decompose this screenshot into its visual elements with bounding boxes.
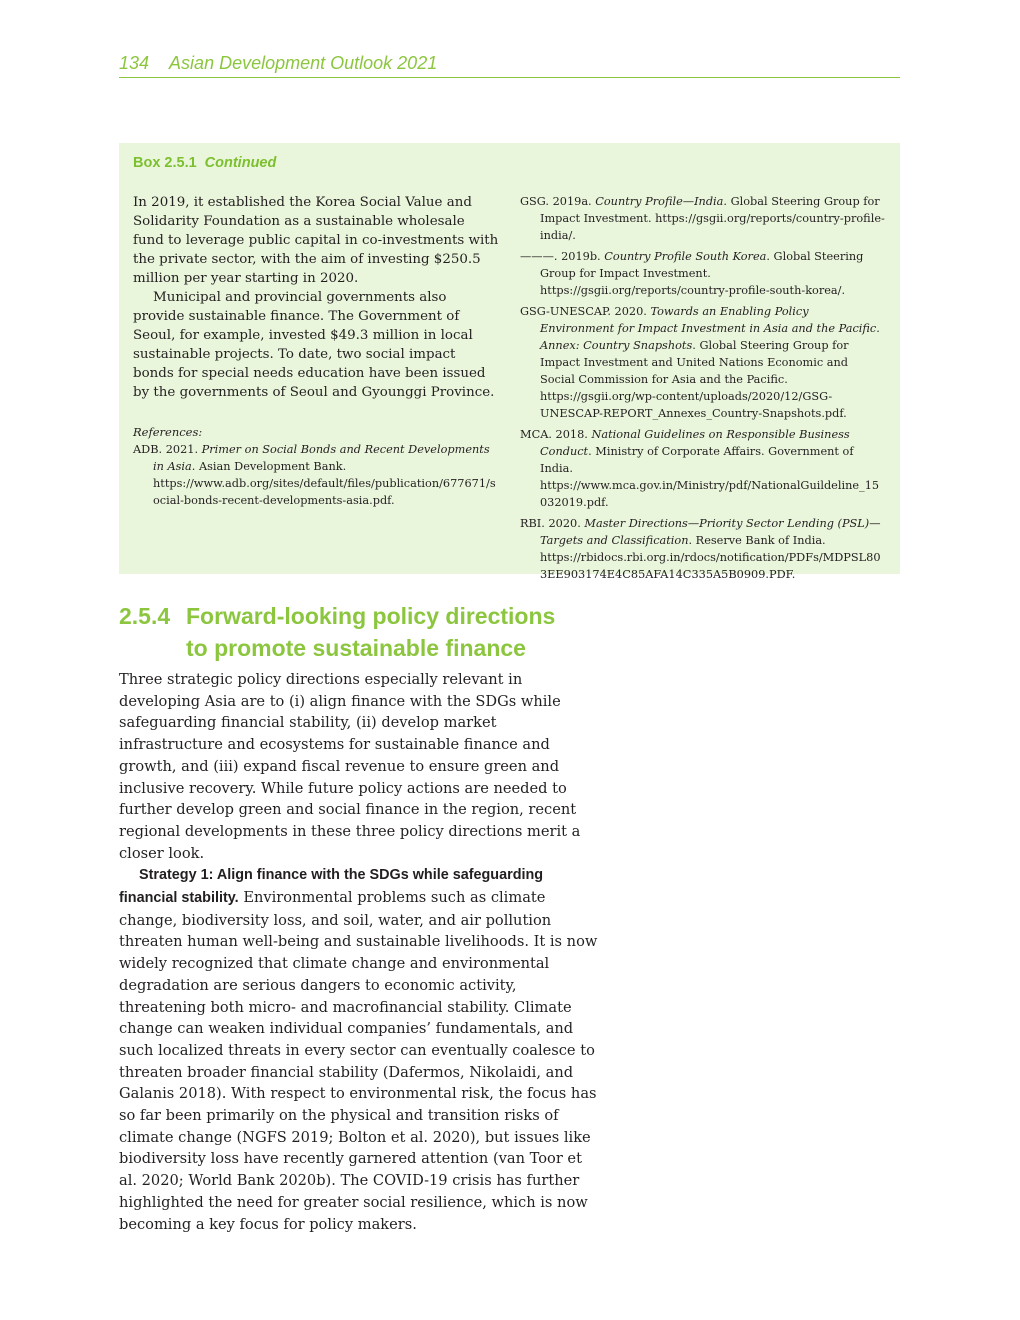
box-right-column (520, 193, 886, 587)
body-paragraph: Three strategic policy directions especially relevant in developing Asia are to (i) align finance with the SDGs while safeguarding financial stability, (ii) develop market infrastructure and ecosystems for sustainable finance and growth, and (iii) expand fiscal revenue to ensure green and inclusive recovery. While future policy actions are needed to further develop green and social finance in the region, recent regional developments in these three policy directions merit a closer look. (119, 671, 581, 862)
references-label: References: (133, 425, 203, 439)
reference-item: RBI. 2020. Master Directions—Priority Sector Lending (PSL)—Targets and Classification. Reserve Bank of India. https://rbidocs.rbi.org.in/rdocs/notification/PDFs/MDPSL803EE903174E4C85AFA14C335A5B0909.PDF. (520, 517, 881, 581)
reference-item: ———. 2019b. Country Profile South Korea. Global Steering Group for Impact Investment. https://gsgii.org/reports/country-profile-south-korea/. (520, 250, 864, 297)
reference-item: ADB. 2021. Primer on Social Bonds and Recent Developments in Asia. Asian Development Bank. https://www.adb.org/sites/default/files/publication/677671/social-bonds-recent-developments-asia.pdf. (133, 443, 496, 507)
box-continued: Continued (204, 155, 277, 171)
section-title-line1: Forward-looking policy directions (186, 603, 556, 629)
page-number: 134 (119, 53, 150, 73)
section-heading (119, 600, 679, 664)
strategy-text: Environmental problems such as climate change, biodiversity loss, and soil, water, and air pollution threaten human well-being and sustainable livelihoods. It is now widely recognized that climate change and environmental degradation are serious dangers to economic activity, threatening both micro- and macrofinancial stability. Climate change can weaken individual companies’ fundamentals, and such localized threats in every sector can eventually coalesce to threaten broader financial stability (Dafermos, Nikolaidi, and Galanis 2018). With respect to environmental risk, the focus has so far been primarily on the physical and transition risks of climate change (NGFS 2019; Bolton et al. 2020), but issues like biodiversity loss have recently garnered attention (van Toor et al. 2020; World Bank 2020b). The COVID-19 crisis has further highlighted the need for greater social resilience, which is now becoming a key focus for policy makers. (119, 889, 598, 1233)
box-paragraph: In 2019, it established the Korea Social Value and Solidarity Foundation as a sustainable wholesale fund to leverage public capital in co-investments with the private sector, with the aim of investing $250.5 million per year starting in 2020. (133, 195, 499, 286)
box-paragraph: Municipal and provincial governments also provide sustainable finance. The Government of Seoul, for example, invested $49.3 million in local sustainable projects. To date, two social impact bonds for special needs education have been issued by the governments of Seoul and Gyounggi Province. (133, 290, 495, 400)
reference-item: GSG. 2019a. Country Profile—India. Global Steering Group for Impact Investment. https://gsgii.org/reports/country-profile-india/. (520, 195, 885, 242)
running-header (119, 52, 900, 78)
box-title (133, 155, 276, 171)
box-2-5-1 (119, 143, 900, 581)
reference-item: MCA. 2018. National Guidelines on Responsible Business Conduct. Ministry of Corporate Affairs. Government of India. https://www.mca.gov.in/Ministry/pdf/NationalGuildeline_15032019.pdf. (520, 428, 880, 509)
box-left-column (133, 193, 499, 509)
reference-item: GSG-UNESCAP. 2020. Towards an Enabling Policy Environment for Impact Investment in Asia and the Pacific. Annex: Country Snapshots. Global Steering Group for Impact Investment and United Nations Economic and Social Commission for Asia and the Pacific. https://gsgii.org/wp-content/uploads/2020/12/GSG-UNESCAP-REPORT_Annexes_Country-Snapshots.pdf. (520, 305, 880, 420)
section-body (119, 669, 601, 1235)
body-paragraph (119, 864, 601, 1235)
box-label: Box 2.5.1 (133, 155, 197, 171)
publication-title: Asian Development Outlook 2021 (169, 53, 438, 73)
section-number: 2.5.4 (119, 603, 171, 629)
section-title-line2: to promote sustainable finance (186, 635, 526, 661)
strategy-heading: Strategy 1: Align finance with the SDGs while safeguarding financial stability. (119, 867, 544, 907)
